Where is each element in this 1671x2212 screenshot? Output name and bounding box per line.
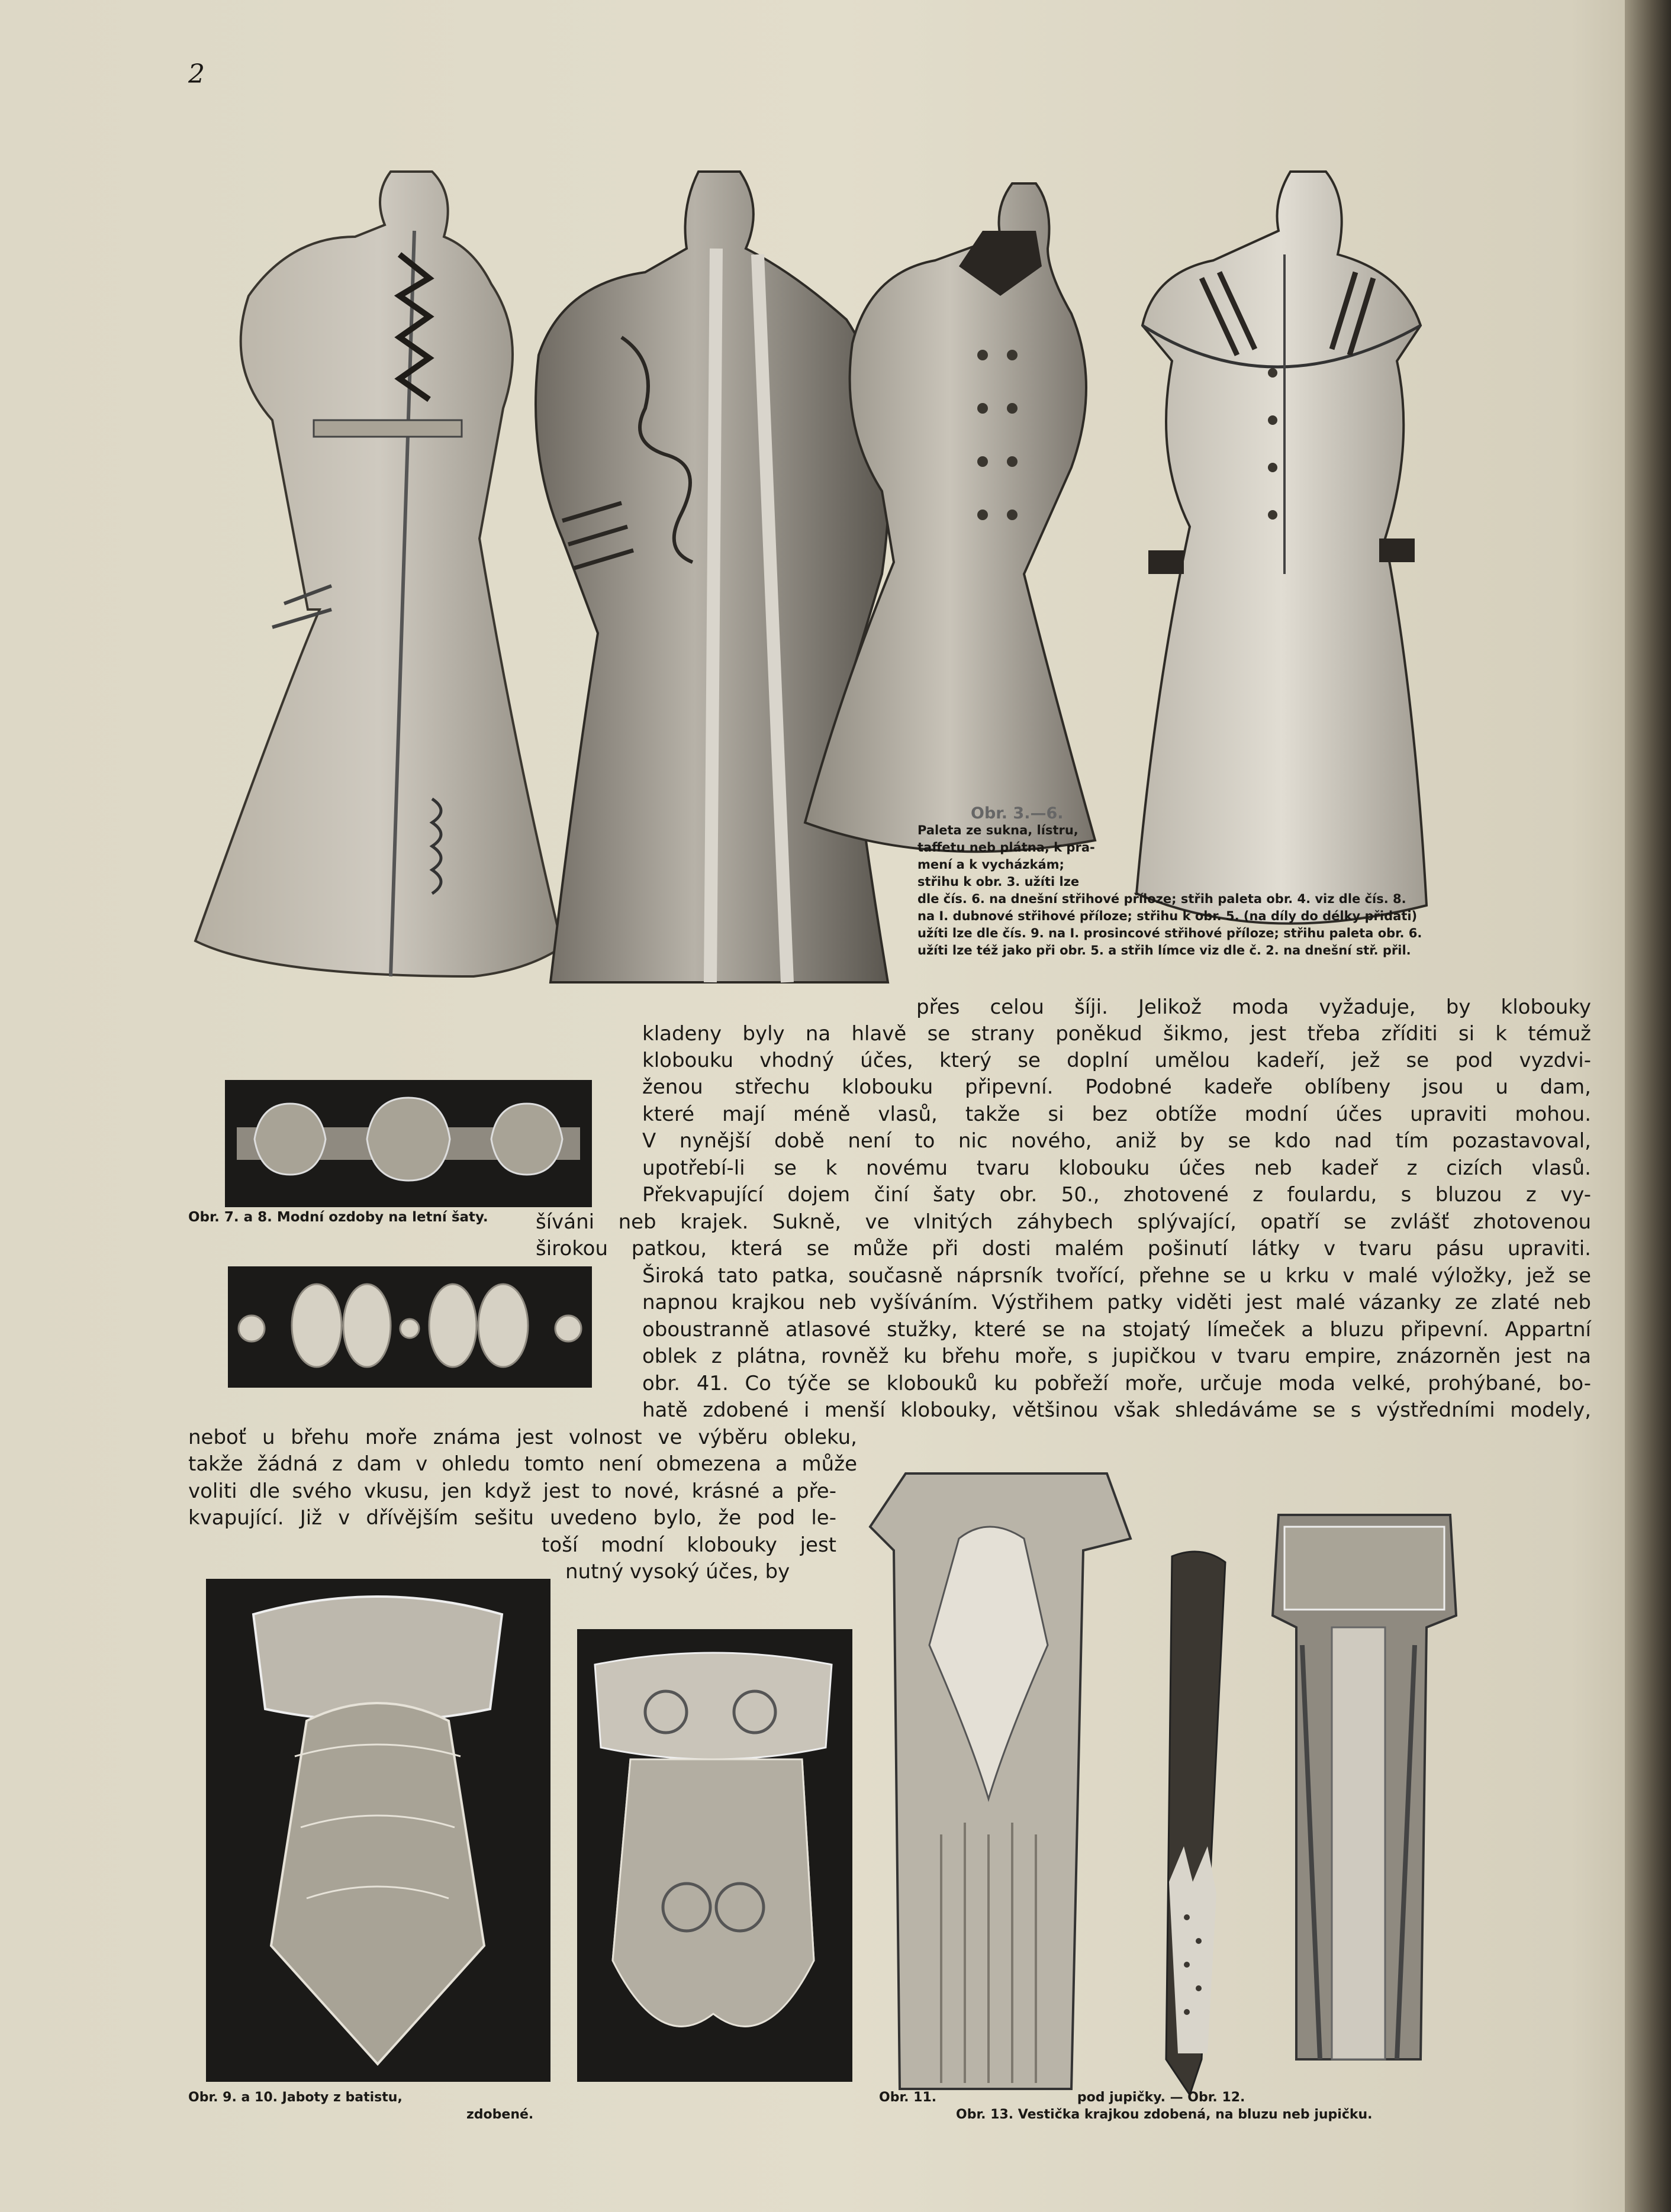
body-line: kladeny byly na hlavě se strany poněkud šikmo, jest třeba zříditi si k témuž xyxy=(642,1022,1591,1046)
jabot-figure-9 xyxy=(206,1579,550,2082)
body-line: voliti dle svého vkusu, jen když jest to nové, krásné a pře- xyxy=(188,1479,836,1503)
vests-illustration xyxy=(870,1468,1492,2107)
caption-coats xyxy=(917,805,1498,959)
body-line: napnou krajkou neb vyšíváním. Výstřihem patky viděti jest malé vázanky ze zlaté neb xyxy=(642,1291,1591,1314)
caption-trims: Obr. 7. a 8. Modní ozdoby na letní šaty. xyxy=(188,1210,488,1225)
caption-jabots-line: zdobené. xyxy=(466,2107,534,2122)
body-line: upotřebí-li se k novému tvaru klobouku účes neb kadeř z cizích vlasů. xyxy=(642,1156,1591,1180)
body-line: takže žádná z dam v ohledu tomto není obmezena a může xyxy=(188,1452,857,1476)
page-number: 2 xyxy=(188,59,205,89)
book-spine-shadow xyxy=(1625,0,1671,2212)
caption-coats-line: užíti lze dle čís. 9. na I. prosincové střihové příloze; střihu paleta obr. 6. xyxy=(917,926,1422,940)
body-line: nutný vysoký účes, by xyxy=(565,1560,790,1584)
caption-coats-line: mení a k vycházkám; xyxy=(917,857,1064,872)
vest-figure-11 xyxy=(870,1473,1131,2089)
body-line: Široká tato patka, současně náprsník tvořící, přehne se u krku v malé výložky, jež se xyxy=(642,1264,1591,1288)
body-line: které mají méně vlasů, takže si bez obtíže modní účes upraviti mohou. xyxy=(642,1102,1591,1126)
caption-vests-line: Obr. 13. Vestička krajkou zdobená, na bluzu neb jupičku. xyxy=(956,2107,1373,2122)
coat-figure-4 xyxy=(536,172,888,982)
caption-coats-line: dle čís. 6. na dnešní střihové příloze; střih paleta obr. 4. viz dle čís. 8. xyxy=(917,892,1406,906)
vest-figure-12 xyxy=(1166,1552,1225,2095)
caption-jabots-line: Obr. 9. a 10. Jaboty z batistu, xyxy=(188,2090,403,2105)
body-line: oboustranně atlasové stužky, které se na stojatý límeček a bluzu připevní. Appartní xyxy=(642,1318,1591,1342)
caption-coats-line: střihu k obr. 3. užíti lze xyxy=(917,875,1080,889)
caption-vests-mid: pod jupičky. — Obr. 12. xyxy=(1077,2090,1245,2105)
caption-jabots xyxy=(188,2089,816,2123)
body-line: V nynější době není to nic nového, aniž by se kdo nad tím pozastavoval, xyxy=(642,1129,1591,1153)
caption-coats-line: na I. dubnové střihové příloze; střihu k obr. 5. (na díly do délky přidati) xyxy=(917,909,1418,923)
body-line: toší modní klobouky jest xyxy=(542,1533,836,1557)
body-line: neboť u břehu moře známa jest volnost ve výběru obleku, xyxy=(188,1426,857,1449)
coat-figure-3 xyxy=(195,172,562,976)
caption-vests-start: Obr. 11. xyxy=(879,2090,937,2105)
jabot-figure-10 xyxy=(577,1629,852,2082)
body-line: kvapující. Již v dřívějším sešitu uvedeno bylo, že pod le- xyxy=(188,1506,836,1530)
body-line: šíváni neb krajek. Sukně, ve vlnitých záhybech splývající, opatří se zvlášť zhotovenou xyxy=(536,1210,1591,1234)
trim-figure-7 xyxy=(225,1080,592,1207)
caption-coats-line: Paleta ze sukna, lístru, xyxy=(917,823,1078,837)
body-line: širokou patkou, která se může při dosti malém pošinutí látky v tvaru pásu upraviti. xyxy=(536,1237,1591,1260)
body-line: přes celou šíji. Jelikož moda vyžaduje, by klobouky xyxy=(916,995,1591,1019)
body-line: oblek z plátna, rovněž ku břehu moře, s jupičkou v tvaru empire, znázorněn jest na xyxy=(642,1344,1591,1368)
body-line: hatě zdobené i menší klobouky, většinou však shledáváme se s výstředními modely, xyxy=(642,1398,1591,1422)
caption-coats-line: užíti lze též jako při obr. 5. a střih límce viz dle č. 2. na dnešní stř. přil. xyxy=(917,943,1411,957)
body-line: ženou střechu klobouku připevní. Podobné kadeře oblíbeny jsou u dam, xyxy=(642,1075,1591,1099)
body-line: obr. 41. Co týče se klobouků ku pobřeží moře, určuje moda velké, prohýbané, bo- xyxy=(642,1372,1591,1395)
caption-coats-line: taffetu neb plátna, k pra- xyxy=(917,840,1095,855)
caption-coats-title: Obr. 3.—6. xyxy=(971,804,1064,823)
trim-figure-8 xyxy=(228,1266,592,1388)
body-line: klobouku vhodný účes, který se doplní umělou kadeří, jež se pod vyzdvi- xyxy=(642,1049,1591,1072)
vest-figure-13 xyxy=(1273,1515,1456,2059)
caption-vests xyxy=(879,2089,1483,2123)
body-line: Překvapující dojem činí šaty obr. 50., zhotovené z foulardu, s bluzou z vy- xyxy=(642,1183,1591,1207)
